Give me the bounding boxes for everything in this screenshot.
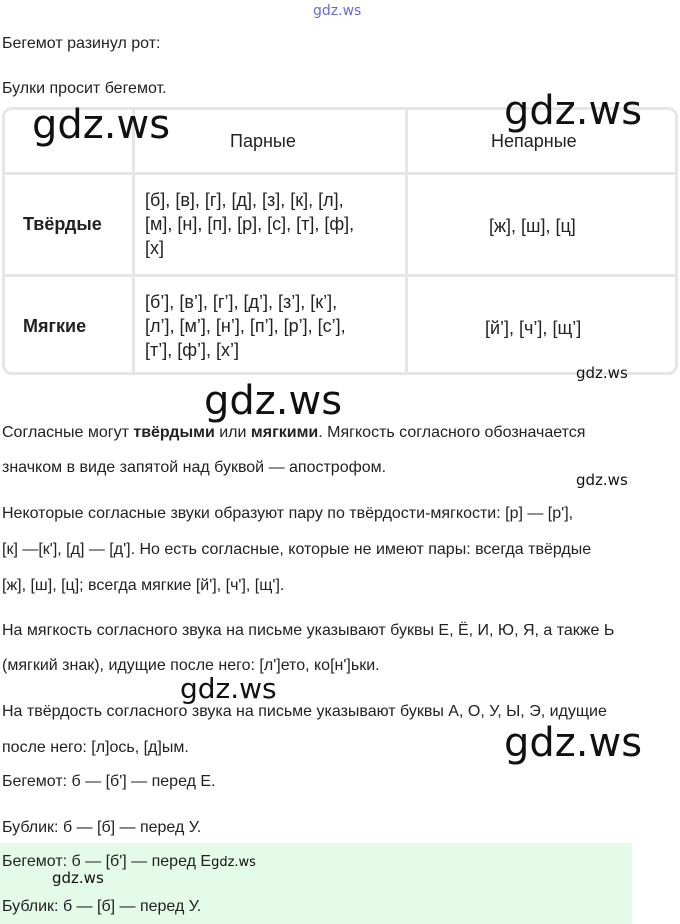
- table-divider: [5, 172, 675, 175]
- answer-line-1: [2, 853, 256, 871]
- row-label-soft: Мягкие: [23, 316, 87, 336]
- hard-paired-cell: [145, 188, 354, 260]
- watermark: gdz.ws: [504, 88, 643, 134]
- cell-line: [л’], [м’], [н’], [п’], [р’], [с’],: [145, 316, 346, 336]
- cell-line: [б], [в], [г], [д], [з], [к], [л],: [145, 190, 344, 210]
- paragraph-3-line-1: На мягкость согласного звука на письме указывают буквы Е, Ё, И, Ю, Я, а также Ь: [2, 622, 615, 639]
- header-paired: Парные: [230, 131, 296, 151]
- cell-line: [х]: [145, 238, 165, 258]
- text: . Мягкость согласного обозначается: [318, 424, 586, 441]
- watermark: gdz.ws: [211, 855, 256, 870]
- term-hard: твёрдыми: [133, 424, 215, 441]
- table-divider: [132, 110, 135, 372]
- watermark: gdz.ws: [576, 471, 628, 489]
- watermark: gdz.ws: [52, 869, 104, 887]
- cell-line: [м], [н], [п], [р], [с], [т], [ф],: [145, 214, 355, 234]
- cell-line: [т’], [ф’], [х’]: [145, 340, 240, 360]
- cell-line: [б’], [в’], [г’], [д’], [з’], [к’],: [145, 292, 338, 312]
- answer-line-2: Бублик: б — [б] — перед У.: [2, 898, 202, 915]
- text: Согласные могут: [2, 424, 134, 441]
- paragraph-2-line-2: [к] —[к'], [д] — [д']. Но есть согласные, которые не имеют пары: всегда твёрдые: [2, 541, 592, 558]
- paragraph-2-line-3: [ж], [ш], [ц]; всегда мягкие [й'], [ч'], [щ'].: [2, 577, 285, 594]
- watermark-top: gdz.ws: [313, 3, 362, 19]
- intro-line-2: Булки просит бегемот.: [2, 80, 167, 97]
- table-divider: [5, 274, 675, 277]
- intro-line-1: Бегемот разинул рот:: [2, 35, 161, 52]
- text: или: [214, 424, 251, 441]
- watermark: gdz.ws: [504, 720, 643, 766]
- paragraph-2-line-1: Некоторые согласные звуки образуют пару по твёрдости-мягкости: [р] — [р'],: [2, 505, 574, 522]
- soft-paired-cell: [145, 290, 346, 362]
- watermark: gdz.ws: [32, 102, 171, 148]
- paragraph-1-line-2: значком в виде запятой над буквой — апострофом.: [2, 459, 387, 476]
- paragraph-3-line-2: (мягкий знак), идущие после него: [л']ето, ко[н']ьки.: [2, 657, 380, 674]
- hard-unpaired-cell: [ж], [ш], [ц]: [489, 216, 576, 236]
- watermark: gdz.ws: [204, 378, 343, 424]
- paragraph-4-line-2: после него: [л]ось, [д]ым.: [2, 739, 189, 756]
- term-soft: мягкими: [250, 424, 319, 441]
- table-divider: [405, 110, 408, 372]
- soft-unpaired-cell: [й’], [ч’], [щ’]: [485, 318, 582, 338]
- example-1: Бегемот: б — [б'] — перед Е.: [2, 773, 216, 790]
- header-unpaired: Непарные: [491, 131, 577, 151]
- text: Бегемот: б — [б'] — перед Е: [2, 853, 212, 870]
- example-2: Бублик: б — [б] — перед У.: [2, 819, 202, 836]
- paragraph-4-line-1: На твёрдость согласного звука на письме указывают буквы А, О, У, Ы, Э, идущие: [2, 703, 607, 720]
- paragraph-1-line-1: [2, 424, 585, 442]
- watermark: gdz.ws: [180, 672, 277, 705]
- watermark: gdz.ws: [576, 364, 628, 382]
- row-label-hard: Твёрдые: [23, 214, 102, 234]
